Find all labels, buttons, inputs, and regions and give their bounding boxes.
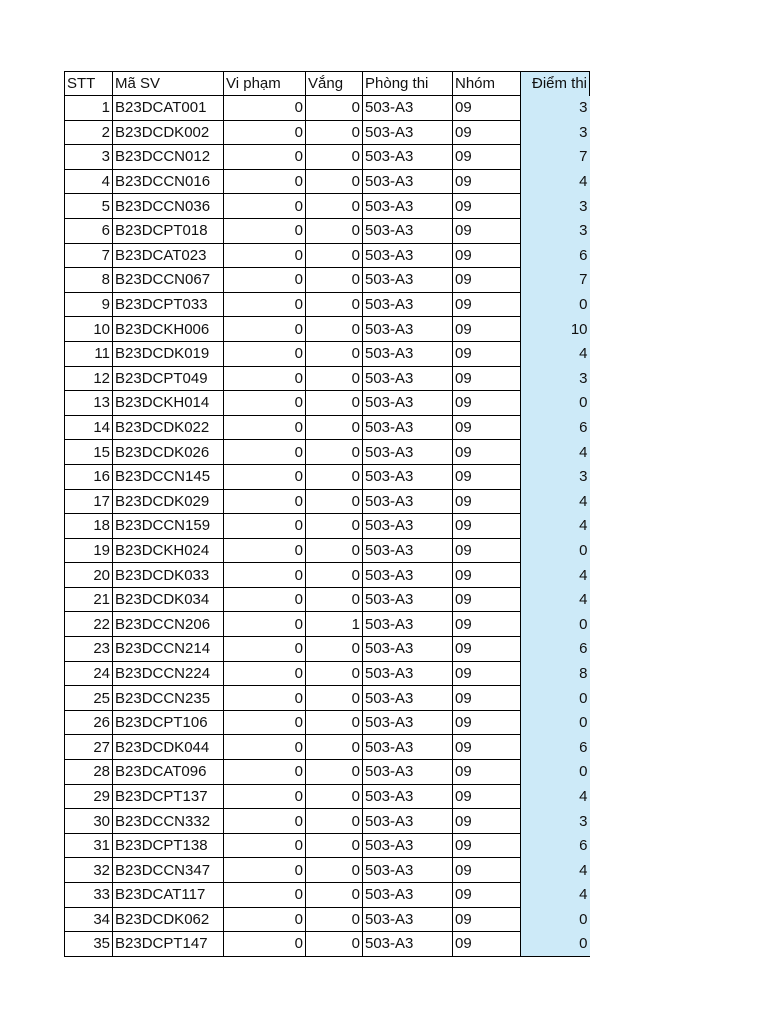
cell-diem-thi[interactable]: 3 bbox=[521, 464, 590, 489]
table-row bbox=[65, 415, 590, 440]
table-row bbox=[65, 612, 590, 637]
cell-vang[interactable]: 0 bbox=[306, 735, 363, 760]
cell-vang[interactable]: 1 bbox=[306, 612, 363, 637]
cell-vi-pham[interactable]: 0 bbox=[224, 735, 306, 760]
cell-stt[interactable]: 34 bbox=[65, 907, 113, 932]
cell-phong-thi[interactable]: 503-A3 bbox=[363, 415, 453, 440]
cell-vang[interactable]: 0 bbox=[306, 907, 363, 932]
table-row bbox=[65, 292, 590, 317]
cell-stt[interactable]: 13 bbox=[65, 391, 113, 416]
cell-diem-thi[interactable]: 6 bbox=[521, 735, 590, 760]
cell-phong-thi[interactable]: 503-A3 bbox=[363, 637, 453, 662]
cell-vi-pham[interactable]: 0 bbox=[224, 661, 306, 686]
cell-stt[interactable]: 2 bbox=[65, 120, 113, 145]
cell-diem-thi[interactable]: 0 bbox=[521, 538, 590, 563]
table-row bbox=[65, 710, 590, 735]
cell-vang[interactable]: 0 bbox=[306, 489, 363, 514]
table-row bbox=[65, 243, 590, 268]
cell-phong-thi[interactable]: 503-A3 bbox=[363, 169, 453, 194]
cell-phong-thi[interactable]: 503-A3 bbox=[363, 661, 453, 686]
cell-diem-thi[interactable]: 4 bbox=[521, 514, 590, 539]
cell-phong-thi[interactable]: 503-A3 bbox=[363, 563, 453, 588]
cell-phong-thi[interactable]: 503-A3 bbox=[363, 833, 453, 858]
cell-vang[interactable]: 0 bbox=[306, 784, 363, 809]
cell-vang[interactable]: 0 bbox=[306, 268, 363, 293]
cell-vi-pham[interactable]: 0 bbox=[224, 145, 306, 170]
table-row bbox=[65, 907, 590, 932]
cell-stt[interactable]: 19 bbox=[65, 538, 113, 563]
cell-vi-pham[interactable]: 0 bbox=[224, 907, 306, 932]
cell-vang[interactable]: 0 bbox=[306, 932, 363, 957]
cell-stt[interactable]: 3 bbox=[65, 145, 113, 170]
cell-vi-pham[interactable]: 0 bbox=[224, 268, 306, 293]
header-phong-thi[interactable]: Phòng thi bbox=[363, 72, 453, 96]
table-row bbox=[65, 735, 590, 760]
cell-vi-pham[interactable]: 0 bbox=[224, 514, 306, 539]
cell-stt[interactable]: 29 bbox=[65, 784, 113, 809]
table-row bbox=[65, 538, 590, 563]
cell-diem-thi[interactable]: 4 bbox=[521, 489, 590, 514]
cell-vang[interactable]: 0 bbox=[306, 218, 363, 243]
cell-phong-thi[interactable]: 503-A3 bbox=[363, 120, 453, 145]
cell-stt[interactable]: 15 bbox=[65, 440, 113, 465]
cell-phong-thi[interactable]: 503-A3 bbox=[363, 686, 453, 711]
cell-diem-thi[interactable]: 8 bbox=[521, 661, 590, 686]
table-row bbox=[65, 169, 590, 194]
cell-ma-sv[interactable]: B23DCDK022 bbox=[113, 415, 224, 440]
cell-phong-thi[interactable]: 503-A3 bbox=[363, 735, 453, 760]
cell-ma-sv[interactable]: B23DCPT049 bbox=[113, 366, 224, 391]
cell-phong-thi[interactable]: 503-A3 bbox=[363, 883, 453, 908]
cell-diem-thi[interactable]: 10 bbox=[521, 317, 590, 342]
cell-diem-thi[interactable]: 4 bbox=[521, 563, 590, 588]
table-row bbox=[65, 637, 590, 662]
cell-ma-sv[interactable]: B23DCKH014 bbox=[113, 391, 224, 416]
cell-diem-thi[interactable]: 0 bbox=[521, 710, 590, 735]
cell-phong-thi[interactable]: 503-A3 bbox=[363, 464, 453, 489]
cell-nhom[interactable]: 09 bbox=[453, 464, 521, 489]
cell-vi-pham[interactable]: 0 bbox=[224, 784, 306, 809]
cell-ma-sv[interactable]: B23DCCN159 bbox=[113, 514, 224, 539]
cell-vang[interactable]: 0 bbox=[306, 317, 363, 342]
cell-vang[interactable]: 0 bbox=[306, 96, 363, 121]
cell-phong-thi[interactable]: 503-A3 bbox=[363, 489, 453, 514]
cell-diem-thi[interactable]: 4 bbox=[521, 587, 590, 612]
cell-stt[interactable]: 1 bbox=[65, 96, 113, 121]
cell-vang[interactable]: 0 bbox=[306, 243, 363, 268]
cell-diem-thi[interactable]: 0 bbox=[521, 292, 590, 317]
cell-phong-thi[interactable]: 503-A3 bbox=[363, 514, 453, 539]
cell-ma-sv[interactable]: B23DCKH024 bbox=[113, 538, 224, 563]
cell-vang[interactable]: 0 bbox=[306, 292, 363, 317]
cell-vang[interactable]: 0 bbox=[306, 440, 363, 465]
cell-ma-sv[interactable]: B23DCPT147 bbox=[113, 932, 224, 957]
cell-ma-sv[interactable]: B23DCDK029 bbox=[113, 489, 224, 514]
cell-stt[interactable]: 26 bbox=[65, 710, 113, 735]
cell-diem-thi[interactable]: 3 bbox=[521, 194, 590, 219]
cell-stt[interactable]: 22 bbox=[65, 612, 113, 637]
cell-nhom[interactable]: 09 bbox=[453, 907, 521, 932]
cell-vi-pham[interactable]: 0 bbox=[224, 391, 306, 416]
cell-phong-thi[interactable]: 503-A3 bbox=[363, 366, 453, 391]
table-row bbox=[65, 858, 590, 883]
cell-vi-pham[interactable]: 0 bbox=[224, 218, 306, 243]
cell-vi-pham[interactable]: 0 bbox=[224, 587, 306, 612]
header-nhom[interactable]: Nhóm bbox=[453, 72, 521, 96]
cell-vang[interactable]: 0 bbox=[306, 833, 363, 858]
cell-ma-sv[interactable]: B23DCAT001 bbox=[113, 96, 224, 121]
cell-vi-pham[interactable]: 0 bbox=[224, 883, 306, 908]
cell-nhom[interactable]: 09 bbox=[453, 391, 521, 416]
cell-diem-thi[interactable]: 3 bbox=[521, 809, 590, 834]
cell-diem-thi[interactable]: 4 bbox=[521, 169, 590, 194]
cell-ma-sv[interactable]: B23DCKH006 bbox=[113, 317, 224, 342]
cell-diem-thi[interactable]: 0 bbox=[521, 612, 590, 637]
table-row bbox=[65, 440, 590, 465]
cell-nhom[interactable]: 09 bbox=[453, 587, 521, 612]
cell-vang[interactable]: 0 bbox=[306, 760, 363, 785]
cell-stt[interactable]: 16 bbox=[65, 464, 113, 489]
cell-nhom[interactable]: 09 bbox=[453, 784, 521, 809]
cell-stt[interactable]: 18 bbox=[65, 514, 113, 539]
cell-stt[interactable]: 11 bbox=[65, 341, 113, 366]
cell-phong-thi[interactable]: 503-A3 bbox=[363, 932, 453, 957]
cell-vang[interactable]: 0 bbox=[306, 120, 363, 145]
cell-nhom[interactable]: 09 bbox=[453, 514, 521, 539]
cell-stt[interactable]: 32 bbox=[65, 858, 113, 883]
cell-vang[interactable]: 0 bbox=[306, 194, 363, 219]
header-vang[interactable]: Vắng bbox=[306, 72, 363, 96]
cell-stt[interactable]: 31 bbox=[65, 833, 113, 858]
cell-diem-thi[interactable]: 4 bbox=[521, 784, 590, 809]
cell-vang[interactable]: 0 bbox=[306, 145, 363, 170]
cell-ma-sv[interactable]: B23DCCN347 bbox=[113, 858, 224, 883]
cell-vang[interactable]: 0 bbox=[306, 514, 363, 539]
cell-phong-thi[interactable]: 503-A3 bbox=[363, 858, 453, 883]
cell-diem-thi[interactable]: 0 bbox=[521, 907, 590, 932]
cell-phong-thi[interactable]: 503-A3 bbox=[363, 440, 453, 465]
cell-vang[interactable]: 0 bbox=[306, 391, 363, 416]
cell-stt[interactable]: 5 bbox=[65, 194, 113, 219]
cell-phong-thi[interactable]: 503-A3 bbox=[363, 292, 453, 317]
cell-phong-thi[interactable]: 503-A3 bbox=[363, 268, 453, 293]
cell-vi-pham[interactable]: 0 bbox=[224, 440, 306, 465]
cell-ma-sv[interactable]: B23DCCN206 bbox=[113, 612, 224, 637]
cell-nhom[interactable]: 09 bbox=[453, 858, 521, 883]
cell-diem-thi[interactable]: 0 bbox=[521, 391, 590, 416]
cell-vi-pham[interactable]: 0 bbox=[224, 637, 306, 662]
table-row bbox=[65, 120, 590, 145]
cell-phong-thi[interactable]: 503-A3 bbox=[363, 391, 453, 416]
cell-nhom[interactable]: 09 bbox=[453, 243, 521, 268]
cell-diem-thi[interactable]: 0 bbox=[521, 932, 590, 957]
cell-vi-pham[interactable]: 0 bbox=[224, 169, 306, 194]
cell-vang[interactable]: 0 bbox=[306, 858, 363, 883]
cell-nhom[interactable]: 09 bbox=[453, 883, 521, 908]
cell-diem-thi[interactable]: 4 bbox=[521, 883, 590, 908]
table-row bbox=[65, 514, 590, 539]
cell-stt[interactable]: 27 bbox=[65, 735, 113, 760]
cell-nhom[interactable]: 09 bbox=[453, 637, 521, 662]
cell-ma-sv[interactable]: B23DCCN332 bbox=[113, 809, 224, 834]
cell-nhom[interactable]: 09 bbox=[453, 833, 521, 858]
cell-vi-pham[interactable]: 0 bbox=[224, 96, 306, 121]
cell-stt[interactable]: 14 bbox=[65, 415, 113, 440]
table-row bbox=[65, 833, 590, 858]
cell-vang[interactable]: 0 bbox=[306, 563, 363, 588]
cell-vang[interactable]: 0 bbox=[306, 686, 363, 711]
cell-phong-thi[interactable]: 503-A3 bbox=[363, 612, 453, 637]
cell-nhom[interactable]: 09 bbox=[453, 809, 521, 834]
table-row bbox=[65, 218, 590, 243]
cell-diem-thi[interactable]: 0 bbox=[521, 686, 590, 711]
header-ma-sv[interactable]: Mã SV bbox=[113, 72, 224, 96]
cell-stt[interactable]: 33 bbox=[65, 883, 113, 908]
cell-vi-pham[interactable]: 0 bbox=[224, 292, 306, 317]
cell-diem-thi[interactable]: 0 bbox=[521, 760, 590, 785]
cell-nhom[interactable]: 09 bbox=[453, 686, 521, 711]
cell-ma-sv[interactable]: B23DCCN016 bbox=[113, 169, 224, 194]
cell-diem-thi[interactable]: 7 bbox=[521, 268, 590, 293]
cell-diem-thi[interactable]: 3 bbox=[521, 366, 590, 391]
cell-vi-pham[interactable]: 0 bbox=[224, 833, 306, 858]
cell-stt[interactable]: 28 bbox=[65, 760, 113, 785]
cell-nhom[interactable]: 09 bbox=[453, 317, 521, 342]
cell-vi-pham[interactable]: 0 bbox=[224, 415, 306, 440]
cell-vang[interactable]: 0 bbox=[306, 366, 363, 391]
table-row bbox=[65, 587, 590, 612]
cell-nhom[interactable]: 09 bbox=[453, 120, 521, 145]
cell-vi-pham[interactable]: 0 bbox=[224, 366, 306, 391]
cell-vang[interactable]: 0 bbox=[306, 587, 363, 612]
cell-nhom[interactable]: 09 bbox=[453, 563, 521, 588]
cell-stt[interactable]: 25 bbox=[65, 686, 113, 711]
table-row bbox=[65, 145, 590, 170]
cell-phong-thi[interactable]: 503-A3 bbox=[363, 907, 453, 932]
cell-ma-sv[interactable]: B23DCCN012 bbox=[113, 145, 224, 170]
cell-vang[interactable]: 0 bbox=[306, 883, 363, 908]
cell-phong-thi[interactable]: 503-A3 bbox=[363, 341, 453, 366]
cell-diem-thi[interactable]: 6 bbox=[521, 243, 590, 268]
header-stt[interactable]: STT bbox=[65, 72, 113, 96]
table-row bbox=[65, 489, 590, 514]
cell-vi-pham[interactable]: 0 bbox=[224, 317, 306, 342]
cell-ma-sv[interactable]: B23DCCN067 bbox=[113, 268, 224, 293]
cell-diem-thi[interactable]: 7 bbox=[521, 145, 590, 170]
cell-diem-thi[interactable]: 3 bbox=[521, 96, 590, 121]
cell-nhom[interactable]: 09 bbox=[453, 366, 521, 391]
cell-nhom[interactable]: 09 bbox=[453, 341, 521, 366]
table-row bbox=[65, 341, 590, 366]
table-row bbox=[65, 686, 590, 711]
cell-vi-pham[interactable]: 0 bbox=[224, 489, 306, 514]
cell-nhom[interactable]: 09 bbox=[453, 194, 521, 219]
cell-nhom[interactable]: 09 bbox=[453, 145, 521, 170]
cell-stt[interactable]: 12 bbox=[65, 366, 113, 391]
cell-phong-thi[interactable]: 503-A3 bbox=[363, 145, 453, 170]
cell-diem-thi[interactable]: 6 bbox=[521, 833, 590, 858]
cell-phong-thi[interactable]: 503-A3 bbox=[363, 710, 453, 735]
cell-vi-pham[interactable]: 0 bbox=[224, 858, 306, 883]
cell-vi-pham[interactable]: 0 bbox=[224, 243, 306, 268]
cell-ma-sv[interactable]: B23DCAT023 bbox=[113, 243, 224, 268]
cell-ma-sv[interactable]: B23DCAT117 bbox=[113, 883, 224, 908]
cell-nhom[interactable]: 09 bbox=[453, 96, 521, 121]
cell-diem-thi[interactable]: 3 bbox=[521, 218, 590, 243]
cell-ma-sv[interactable]: B23DCDK033 bbox=[113, 563, 224, 588]
cell-ma-sv[interactable]: B23DCDK026 bbox=[113, 440, 224, 465]
cell-phong-thi[interactable]: 503-A3 bbox=[363, 809, 453, 834]
cell-phong-thi[interactable]: 503-A3 bbox=[363, 317, 453, 342]
cell-stt[interactable]: 24 bbox=[65, 661, 113, 686]
cell-stt[interactable]: 6 bbox=[65, 218, 113, 243]
cell-ma-sv[interactable]: B23DCDK062 bbox=[113, 907, 224, 932]
cell-nhom[interactable]: 09 bbox=[453, 292, 521, 317]
cell-phong-thi[interactable]: 503-A3 bbox=[363, 784, 453, 809]
cell-stt[interactable]: 35 bbox=[65, 932, 113, 957]
cell-vi-pham[interactable]: 0 bbox=[224, 760, 306, 785]
cell-vi-pham[interactable]: 0 bbox=[224, 612, 306, 637]
cell-vi-pham[interactable]: 0 bbox=[224, 809, 306, 834]
cell-diem-thi[interactable]: 4 bbox=[521, 440, 590, 465]
cell-ma-sv[interactable]: B23DCDK002 bbox=[113, 120, 224, 145]
cell-vang[interactable]: 0 bbox=[306, 538, 363, 563]
cell-stt[interactable]: 7 bbox=[65, 243, 113, 268]
cell-phong-thi[interactable]: 503-A3 bbox=[363, 194, 453, 219]
cell-nhom[interactable]: 09 bbox=[453, 489, 521, 514]
cell-ma-sv[interactable]: B23DCPT137 bbox=[113, 784, 224, 809]
cell-nhom[interactable]: 09 bbox=[453, 710, 521, 735]
cell-ma-sv[interactable]: B23DCCN224 bbox=[113, 661, 224, 686]
cell-ma-sv[interactable]: B23DCPT138 bbox=[113, 833, 224, 858]
cell-nhom[interactable]: 09 bbox=[453, 661, 521, 686]
cell-vang[interactable]: 0 bbox=[306, 464, 363, 489]
table-row bbox=[65, 391, 590, 416]
cell-nhom[interactable]: 09 bbox=[453, 218, 521, 243]
cell-nhom[interactable]: 09 bbox=[453, 612, 521, 637]
cell-nhom[interactable]: 09 bbox=[453, 440, 521, 465]
cell-vang[interactable]: 0 bbox=[306, 169, 363, 194]
cell-stt[interactable]: 21 bbox=[65, 587, 113, 612]
cell-vi-pham[interactable]: 0 bbox=[224, 932, 306, 957]
table-row bbox=[65, 366, 590, 391]
header-diem-thi[interactable]: Điểm thi bbox=[521, 72, 590, 96]
table-row bbox=[65, 883, 590, 908]
cell-ma-sv[interactable]: B23DCDK019 bbox=[113, 341, 224, 366]
cell-ma-sv[interactable]: B23DCCN145 bbox=[113, 464, 224, 489]
table-row bbox=[65, 96, 590, 121]
table-row bbox=[65, 268, 590, 293]
cell-vi-pham[interactable]: 0 bbox=[224, 194, 306, 219]
cell-phong-thi[interactable]: 503-A3 bbox=[363, 96, 453, 121]
cell-phong-thi[interactable]: 503-A3 bbox=[363, 243, 453, 268]
cell-ma-sv[interactable]: B23DCPT033 bbox=[113, 292, 224, 317]
cell-stt[interactable]: 20 bbox=[65, 563, 113, 588]
cell-nhom[interactable]: 09 bbox=[453, 760, 521, 785]
cell-nhom[interactable]: 09 bbox=[453, 169, 521, 194]
cell-phong-thi[interactable]: 503-A3 bbox=[363, 587, 453, 612]
cell-vang[interactable]: 0 bbox=[306, 809, 363, 834]
cell-nhom[interactable]: 09 bbox=[453, 415, 521, 440]
table-row bbox=[65, 760, 590, 785]
table-row bbox=[65, 661, 590, 686]
table-row bbox=[65, 464, 590, 489]
table-row bbox=[65, 932, 590, 957]
cell-ma-sv[interactable]: B23DCCN036 bbox=[113, 194, 224, 219]
header-row bbox=[65, 72, 590, 96]
cell-vi-pham[interactable]: 0 bbox=[224, 341, 306, 366]
cell-stt[interactable]: 4 bbox=[65, 169, 113, 194]
cell-ma-sv[interactable]: B23DCAT096 bbox=[113, 760, 224, 785]
cell-vang[interactable]: 0 bbox=[306, 415, 363, 440]
table-row bbox=[65, 317, 590, 342]
cell-vi-pham[interactable]: 0 bbox=[224, 464, 306, 489]
cell-diem-thi[interactable]: 3 bbox=[521, 120, 590, 145]
cell-vang[interactable]: 0 bbox=[306, 637, 363, 662]
table-row bbox=[65, 563, 590, 588]
cell-stt[interactable]: 23 bbox=[65, 637, 113, 662]
cell-ma-sv[interactable]: B23DCDK034 bbox=[113, 587, 224, 612]
cell-vang[interactable]: 0 bbox=[306, 661, 363, 686]
cell-diem-thi[interactable]: 4 bbox=[521, 858, 590, 883]
cell-vang[interactable]: 0 bbox=[306, 710, 363, 735]
cell-ma-sv[interactable]: B23DCCN235 bbox=[113, 686, 224, 711]
table-row bbox=[65, 784, 590, 809]
table-row bbox=[65, 194, 590, 219]
cell-nhom[interactable]: 09 bbox=[453, 268, 521, 293]
cell-vi-pham[interactable]: 0 bbox=[224, 710, 306, 735]
cell-stt[interactable]: 9 bbox=[65, 292, 113, 317]
header-vi-pham[interactable]: Vi phạm bbox=[224, 72, 306, 96]
cell-stt[interactable]: 10 bbox=[65, 317, 113, 342]
cell-vi-pham[interactable]: 0 bbox=[224, 538, 306, 563]
cell-vi-pham[interactable]: 0 bbox=[224, 686, 306, 711]
cell-diem-thi[interactable]: 4 bbox=[521, 341, 590, 366]
table-row bbox=[65, 809, 590, 834]
cell-stt[interactable]: 17 bbox=[65, 489, 113, 514]
cell-vi-pham[interactable]: 0 bbox=[224, 563, 306, 588]
cell-ma-sv[interactable]: B23DCPT018 bbox=[113, 218, 224, 243]
cell-stt[interactable]: 30 bbox=[65, 809, 113, 834]
cell-nhom[interactable]: 09 bbox=[453, 735, 521, 760]
cell-diem-thi[interactable]: 6 bbox=[521, 637, 590, 662]
cell-vi-pham[interactable]: 0 bbox=[224, 120, 306, 145]
cell-ma-sv[interactable]: B23DCDK044 bbox=[113, 735, 224, 760]
cell-phong-thi[interactable]: 503-A3 bbox=[363, 218, 453, 243]
cell-phong-thi[interactable]: 503-A3 bbox=[363, 760, 453, 785]
cell-nhom[interactable]: 09 bbox=[453, 538, 521, 563]
cell-nhom[interactable]: 09 bbox=[453, 932, 521, 957]
cell-stt[interactable]: 8 bbox=[65, 268, 113, 293]
cell-ma-sv[interactable]: B23DCPT106 bbox=[113, 710, 224, 735]
exam-results-table bbox=[64, 71, 590, 957]
cell-vang[interactable]: 0 bbox=[306, 341, 363, 366]
cell-phong-thi[interactable]: 503-A3 bbox=[363, 538, 453, 563]
cell-ma-sv[interactable]: B23DCCN214 bbox=[113, 637, 224, 662]
cell-diem-thi[interactable]: 6 bbox=[521, 415, 590, 440]
